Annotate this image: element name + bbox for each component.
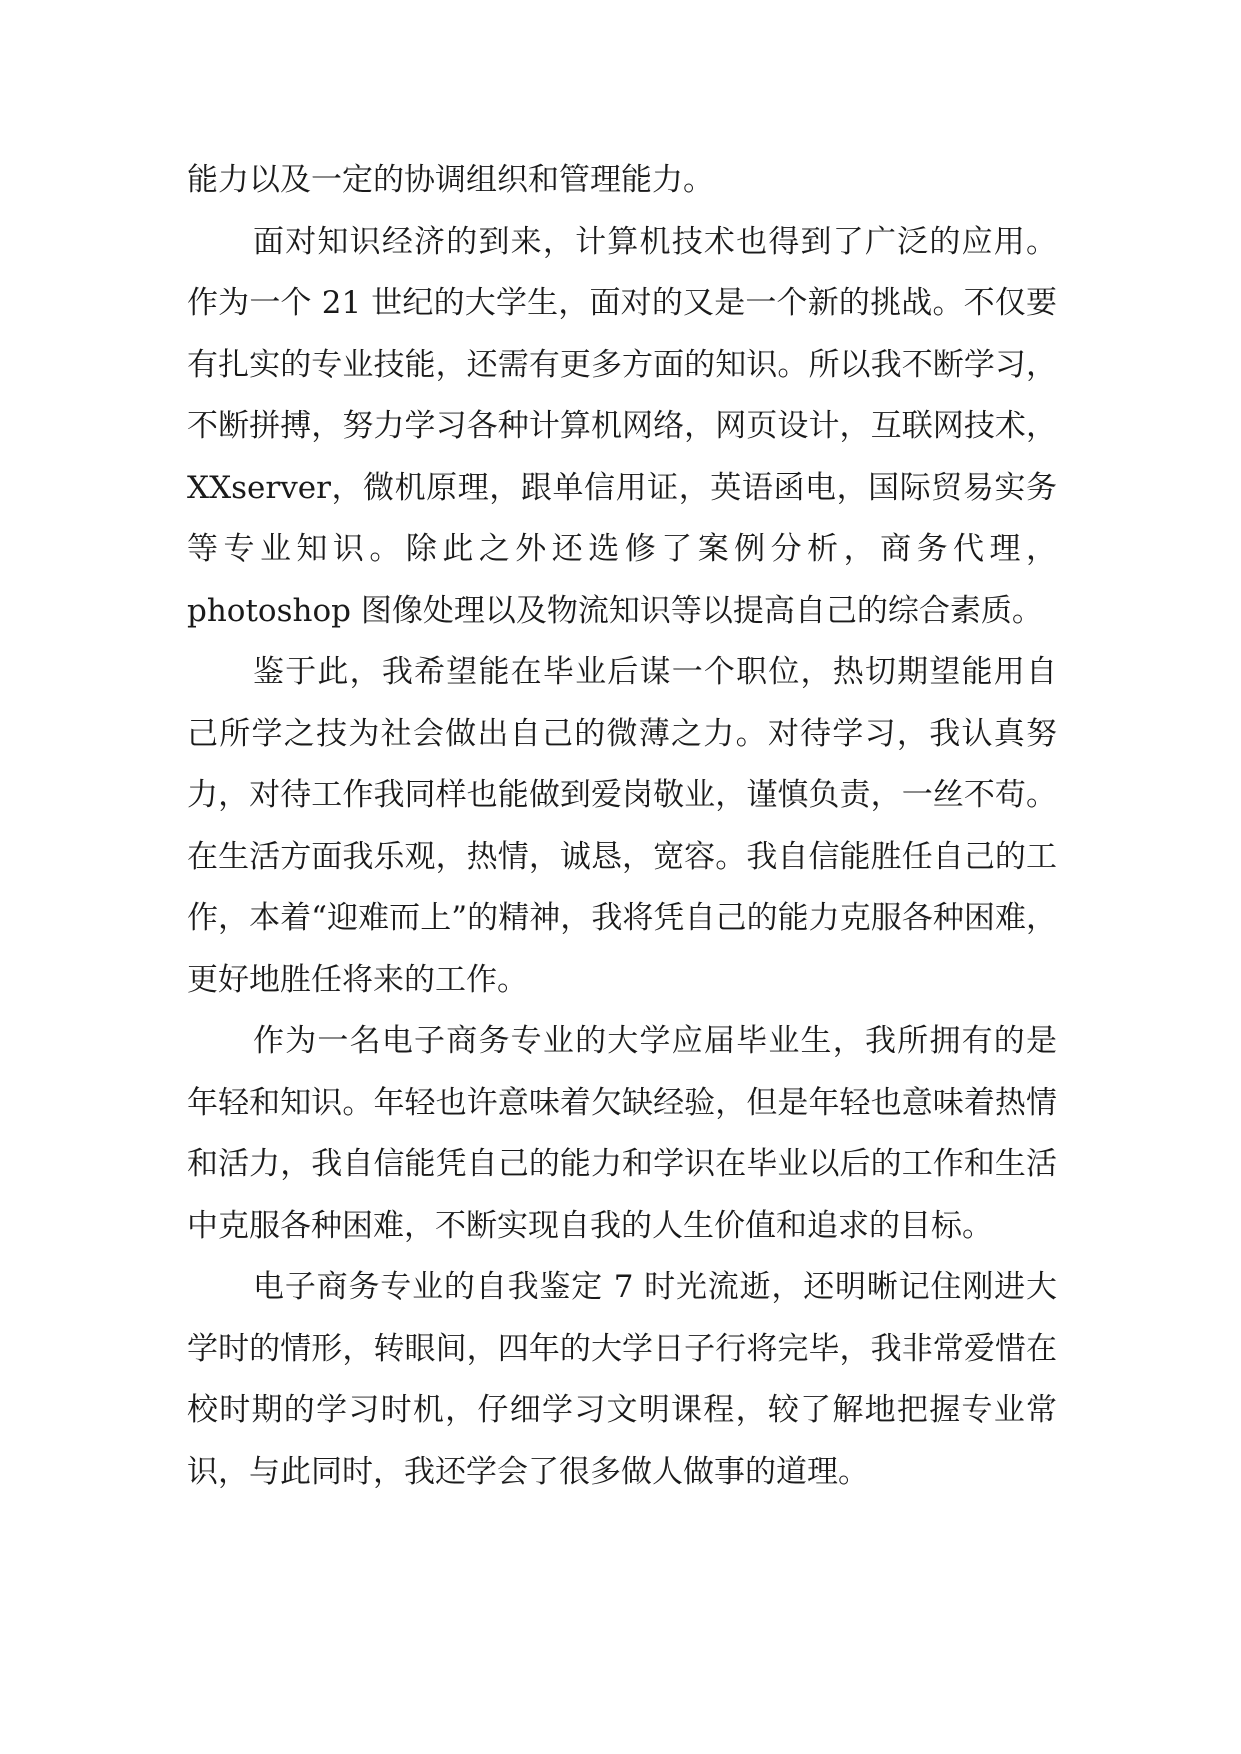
- paragraph-youth-and-knowledge: 作为一名电子商务专业的大学应届毕业生，我所拥有的是年轻和知识。年轻也许意味着欠缺经验，但是年轻也意味着热情和活力，我自信能凭自己的能力和学识在毕业以后的工作和生活中克服各种困难，不断实现自我的人生价值和追求的目标。: [187, 1023, 1057, 1244]
- paragraph-computer-skills: 面对知识经济的到来，计算机技术也得到了广泛的应用。作为一个 21 世纪的大学生，面对的又是一个新的挑战。不仅要有扎实的专业技能，还需有更多方面的知识。所以我不断学习，不断拼搏，努力学习各种计算机网络，网页设计，互联网技术，XXserver，微机原理，跟单信用证，英语函电，国际贸易实务等专业知识。除此之外还选修了案例分析，商务代理，photoshop 图像处理以及物流知识等以提高自己的综合素质。: [187, 223, 1057, 629]
- document-page: [187, 150, 1057, 1503]
- paragraph-self-assessment-7: 电子商务专业的自我鉴定 7 时光流逝，还明晰记住刚进大学时的情形，转眼间，四年的大学日子行将完毕，我非常爱惜在校时期的学习时机，仔细学习文明课程，较了解地把握专业常识，与此同时，我还学会了很多做人做事的道理。: [187, 1269, 1057, 1490]
- paragraph-continued: 能力以及一定的协调组织和管理能力。: [187, 162, 714, 198]
- paragraph-career-goal: 鉴于此，我希望能在毕业后谋一个职位，热切期望能用自己所学之技为社会做出自己的微薄之力。对待学习，我认真努力，对待工作我同样也能做到爱岗敬业，谨慎负责，一丝不苟。在生活方面我乐观，热情，诚恳，宽容。我自信能胜任自己的工作，本着“迎难而上”的精神，我将凭自己的能力克服各种困难，更好地胜任将来的工作。: [187, 654, 1057, 998]
